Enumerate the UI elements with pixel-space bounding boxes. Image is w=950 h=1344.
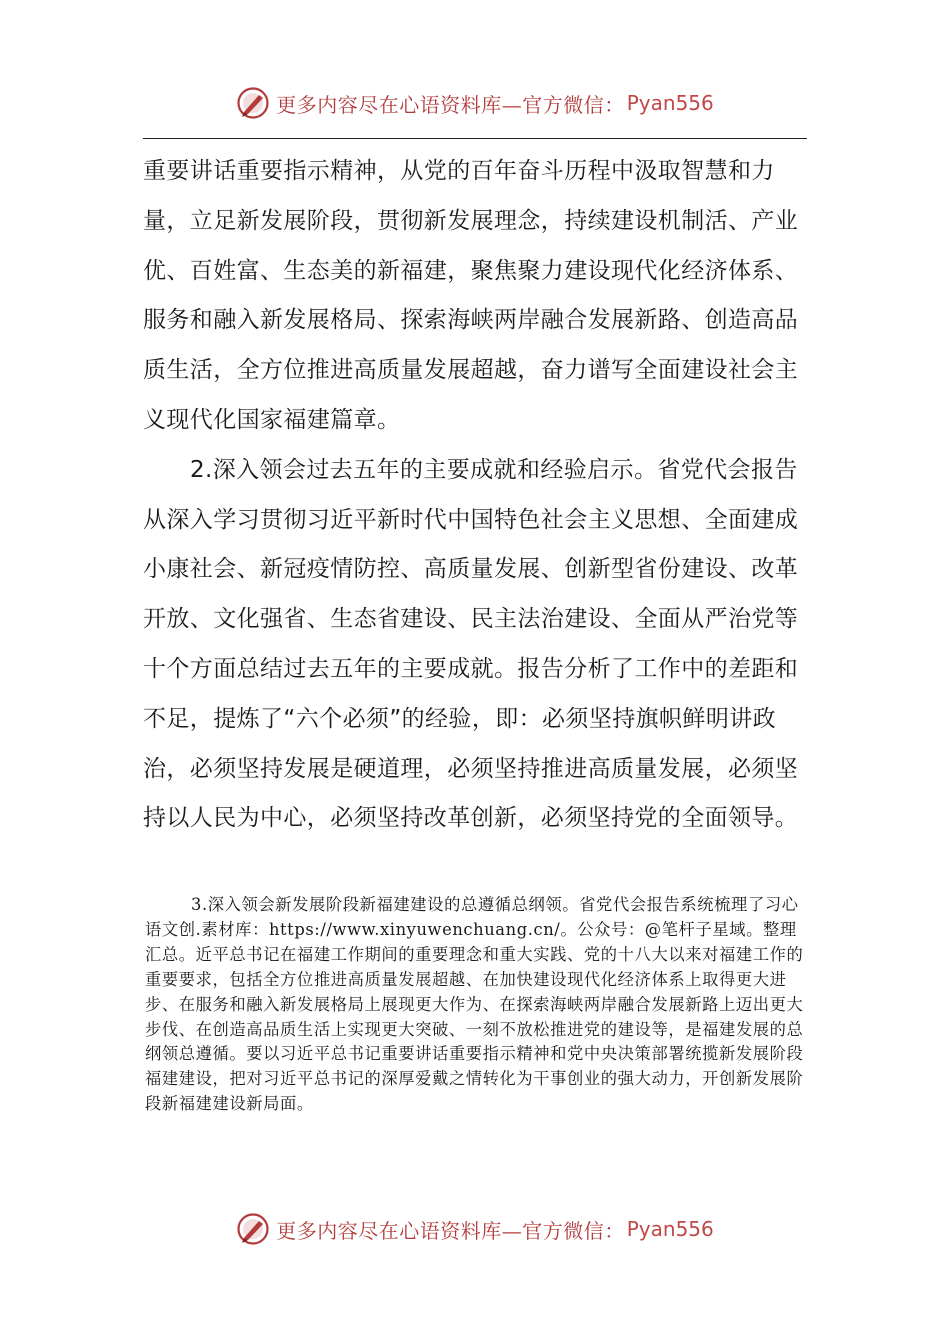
- main-body: [143, 147, 811, 844]
- header-wechat-id: Pyan556: [626, 91, 714, 115]
- footer-banner-text: 更多内容尽在心语资料库—官方微信：: [276, 1218, 625, 1243]
- paragraph-guideline-text: 3.深入领会新发展阶段新福建建设的总遵循总纲领。省党代会报告系统梳理了习心语文创.素材库：https://www.xinyuwenchuang.cn/。公众号：@笔杆子星域。整理汇总。近平总书记在福建工作期间的重要理念和重大实践、党的十八大以来对福建工作的重要要求，包括全方位推进高质量发展超越、在加快建设现代化经济体系上取得更大进步、在服务和融入新发展格局上展现更大作为、在探索海峡两岸融合发展新路上迈出更大步伐、在创造高品质生活上实现更大突破、一刻不放松推进党的建设等，是福建发展的总纲领总遵循。要以习近平总书记重要讲话重要指示精神和党中央决策部署统揽新发展阶段福建建设，把对习近平总书记的深厚爱戴之情转化为干事创业的强大动力，开创新发展阶段新福建建设新局面。: [145, 895, 804, 1114]
- paragraph-achievements: 2.深入领会过去五年的主要成就和经验启示。省党代会报告从深入学习贯彻习近平新时代中国特色社会主义思想、全面建成小康社会、新冠疫情防控、高质量发展、创新型省份建设、改革开放、文化强省、生态省建设、民主法治建设、全面从严治党等十个方面总结过去五年的主要成就。报告分析了工作中的差距和不足，提炼了“六个必须”的经验，即：必须坚持旗帜鲜明讲政治，必须坚持发展是硬道理，必须坚持推进高质量发展，必须坚持以人民为中心，必须坚持改革创新，必须坚持党的全面领导。: [143, 456, 799, 832]
- header-banner-text: 更多内容尽在心语资料库—官方微信：: [276, 92, 625, 117]
- brush-pen-logo-icon: [236, 1212, 270, 1246]
- paragraph-continued: 重要讲话重要指示精神，从党的百年奋斗历程中汲取智慧和力量，立足新发展阶段，贯彻新发展理念，持续建设机制活、产业优、百姓富、生态美的新福建，聚焦聚力建设现代化经济体系、服务和融入新发展格局、探索海峡两岸融合发展新路、创造高品质生活，全方位推进高质量发展超越，奋力谱写全面建设社会主义现代化国家福建篇章。: [143, 158, 799, 433]
- footer-wechat-id: Pyan556: [626, 1217, 714, 1241]
- brush-pen-logo-icon: [236, 86, 270, 120]
- footer-banner: [0, 1206, 950, 1252]
- header-divider: [143, 138, 807, 139]
- paragraph-guideline: [145, 893, 811, 1117]
- header-banner: [0, 80, 950, 126]
